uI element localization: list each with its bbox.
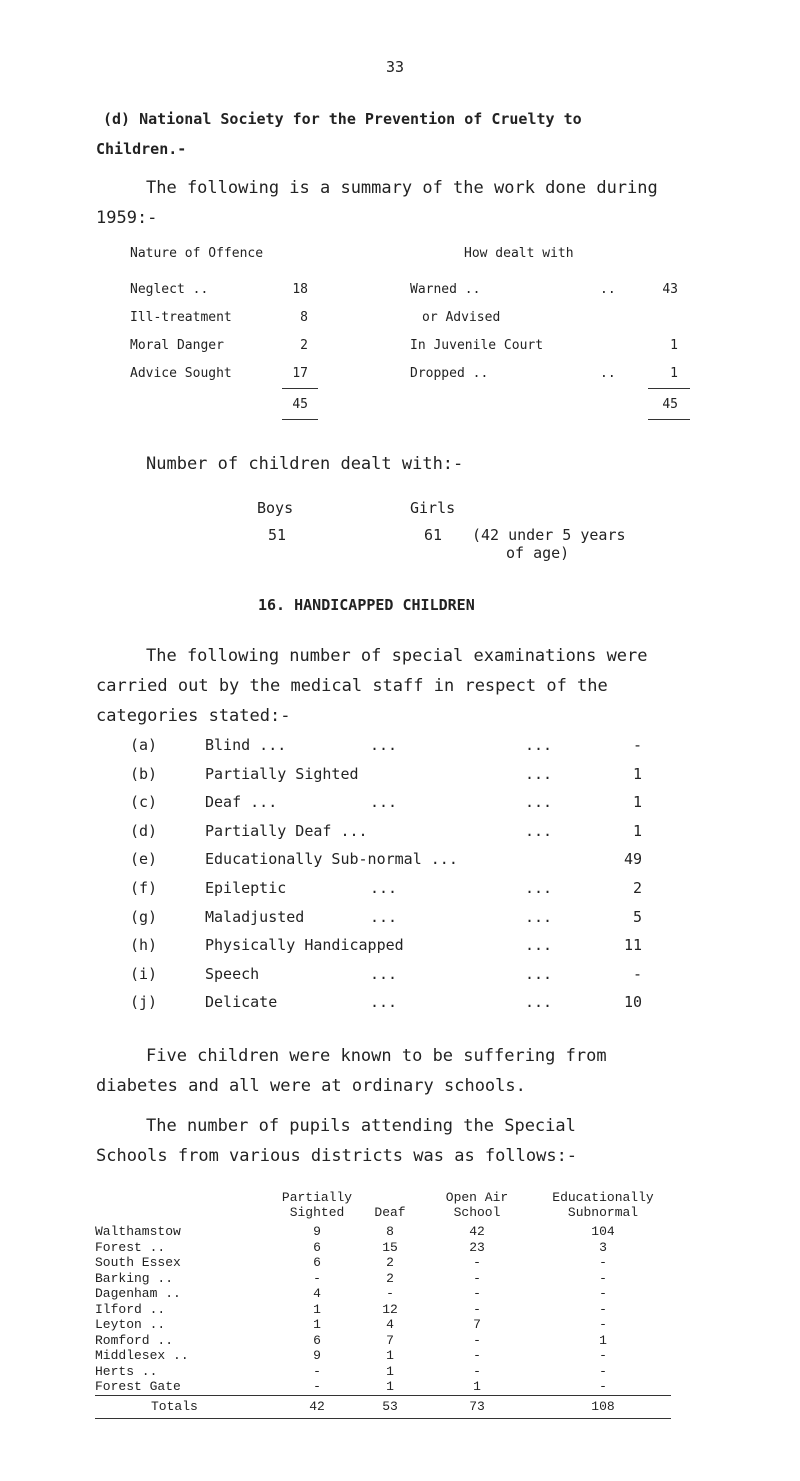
category-value: 1 bbox=[632, 764, 642, 783]
table-cell: 7 bbox=[386, 1332, 394, 1348]
table-cell: - bbox=[473, 1255, 481, 1270]
table-cell: 6 bbox=[313, 1332, 321, 1348]
category-value: 49 bbox=[623, 850, 642, 869]
nspcc-heading-line1: (d) National Society for the Prevention of Cruelty to bbox=[103, 110, 582, 128]
dealt-dots: .. bbox=[600, 366, 616, 381]
table-row bbox=[95, 1302, 671, 1318]
category-dots: ... bbox=[370, 907, 398, 926]
dealt-value: 1 bbox=[670, 366, 678, 381]
table-cell: - bbox=[599, 1317, 607, 1332]
table-header-district bbox=[95, 1190, 273, 1224]
dealt-label: Warned .. bbox=[410, 282, 481, 297]
children-count-label: Number of children dealt with:- bbox=[146, 454, 464, 474]
category-label: Partially Sighted bbox=[205, 764, 359, 783]
nspcc-intro-line2: 1959:- bbox=[96, 208, 158, 228]
category-letter: (b) bbox=[130, 764, 158, 783]
table-row bbox=[95, 1255, 671, 1271]
offence-value: 17 bbox=[292, 366, 308, 381]
category-dots: ... bbox=[525, 993, 553, 1012]
table-cell: 2 bbox=[386, 1255, 394, 1270]
district-name: Dagenham .. bbox=[95, 1286, 181, 1301]
handicapped-intro-line1: The following number of special examinations were bbox=[146, 646, 648, 666]
category-value: 5 bbox=[632, 907, 642, 926]
district-name: Herts .. bbox=[95, 1363, 158, 1379]
table-cell: 1 bbox=[599, 1332, 607, 1348]
dealt-label: Dropped .. bbox=[410, 366, 489, 381]
table-cell: 6 bbox=[313, 1239, 321, 1255]
dealt-sum-rule bbox=[648, 388, 690, 389]
table-cell: - bbox=[599, 1348, 607, 1363]
totals-cell: 53 bbox=[361, 1395, 419, 1418]
table-cell: - bbox=[313, 1363, 321, 1379]
category-dots: ... bbox=[370, 964, 398, 983]
table-cell: - bbox=[599, 1301, 607, 1317]
category-letter: (f) bbox=[130, 879, 158, 897]
category-value: 11 bbox=[623, 936, 642, 955]
table-cell: - bbox=[386, 1286, 394, 1301]
table-header-educationally-subnormal: Educationally Subnormal bbox=[552, 1190, 654, 1220]
table-cell: 7 bbox=[473, 1317, 481, 1332]
district-name: South Essex bbox=[95, 1255, 181, 1270]
offence-value: 8 bbox=[300, 310, 308, 325]
handicapped-intro-line2: carried out by the medical staff in respect of the bbox=[96, 676, 608, 696]
district-name: Forest Gate bbox=[95, 1379, 181, 1394]
category-label: Maladjusted bbox=[205, 907, 305, 926]
category-dots: ... bbox=[370, 793, 398, 812]
offence-value: 18 bbox=[292, 282, 308, 297]
girls-note-line2: of age) bbox=[506, 544, 570, 562]
category-dots: ... bbox=[525, 964, 553, 983]
category-dots: ... bbox=[525, 879, 553, 897]
table-row bbox=[95, 1317, 671, 1333]
page-number: 33 bbox=[386, 58, 405, 76]
special-schools-line1: The number of pupils attending the Special bbox=[146, 1116, 576, 1136]
table-cell: 9 bbox=[313, 1348, 321, 1363]
table-header-row bbox=[95, 1190, 671, 1224]
table-cell: 6 bbox=[313, 1255, 321, 1270]
districts-table bbox=[95, 1190, 671, 1419]
district-name: Forest .. bbox=[95, 1239, 166, 1255]
category-value: - bbox=[632, 736, 642, 754]
category-label: Physically Handicapped bbox=[205, 936, 404, 955]
girls-note-line1: (42 under 5 years bbox=[472, 526, 626, 544]
boys-label: Boys bbox=[257, 499, 294, 517]
table-cell: 9 bbox=[313, 1224, 321, 1239]
district-name: Walthamstow bbox=[95, 1224, 181, 1239]
category-letter: (d) bbox=[130, 821, 158, 840]
category-letter: (e) bbox=[130, 850, 158, 869]
offence-label: Ill-treatment bbox=[130, 310, 232, 325]
category-dots: ... bbox=[525, 736, 553, 754]
special-schools-line2: Schools from various districts was as follows:- bbox=[96, 1146, 578, 1166]
offence-label: Advice Sought bbox=[130, 366, 232, 381]
table-header-partially-sighted: Partially Sighted bbox=[281, 1190, 353, 1220]
dealt-label: or Advised bbox=[422, 310, 501, 325]
table-cell: 1 bbox=[313, 1301, 321, 1317]
girls-label: Girls bbox=[410, 499, 456, 517]
category-value: 2 bbox=[632, 879, 642, 897]
category-dots: ... bbox=[370, 879, 398, 897]
offence-value: 2 bbox=[300, 338, 308, 353]
category-letter: (g) bbox=[130, 907, 158, 926]
category-label: Partially Deaf ... bbox=[205, 821, 368, 840]
totals-cell: 42 bbox=[273, 1395, 361, 1418]
diabetes-line2: diabetes and all were at ordinary schools. bbox=[96, 1076, 526, 1096]
category-dots: ... bbox=[525, 821, 553, 840]
handicapped-intro-line3: categories stated:- bbox=[96, 706, 291, 726]
table-cell: 104 bbox=[591, 1224, 615, 1239]
offence-total: 45 bbox=[292, 397, 308, 412]
table-row bbox=[95, 1364, 671, 1380]
table-row bbox=[95, 1348, 671, 1364]
girls-value: 61 bbox=[424, 526, 443, 544]
totals-row bbox=[95, 1395, 671, 1418]
table-cell: 12 bbox=[382, 1301, 398, 1317]
table-cell: - bbox=[473, 1286, 481, 1301]
category-letter: (i) bbox=[130, 964, 158, 983]
category-value: 10 bbox=[623, 993, 642, 1012]
district-name: Romford .. bbox=[95, 1332, 174, 1348]
table-cell: - bbox=[599, 1363, 607, 1379]
category-letter: (h) bbox=[130, 936, 158, 955]
offence-column-header: Nature of Offence bbox=[130, 246, 264, 261]
table-row bbox=[95, 1286, 671, 1302]
totals-label: Totals bbox=[95, 1395, 273, 1418]
table-cell: - bbox=[599, 1270, 607, 1286]
table-cell: - bbox=[473, 1348, 481, 1363]
table-cell: - bbox=[599, 1255, 607, 1270]
category-dots: ... bbox=[370, 736, 398, 754]
table-cell: 1 bbox=[473, 1379, 481, 1394]
table-cell: - bbox=[599, 1379, 607, 1394]
section-heading: 16. HANDICAPPED CHILDREN bbox=[258, 596, 475, 614]
table-cell: - bbox=[313, 1379, 321, 1394]
table-cell: - bbox=[473, 1332, 481, 1348]
category-value: - bbox=[632, 964, 642, 983]
category-label: Speech bbox=[205, 964, 260, 983]
table-cell: - bbox=[599, 1286, 607, 1301]
category-value: 1 bbox=[632, 793, 642, 812]
table-row bbox=[95, 1240, 671, 1256]
table-cell: 42 bbox=[469, 1224, 485, 1239]
category-dots: ... bbox=[525, 764, 553, 783]
table-cell: - bbox=[473, 1363, 481, 1379]
district-name: Middlesex .. bbox=[95, 1348, 189, 1363]
table-header-open-air: Open Air School bbox=[445, 1190, 509, 1220]
table-row bbox=[95, 1379, 671, 1395]
category-label: Deaf ... bbox=[205, 793, 278, 812]
category-letter: (c) bbox=[130, 793, 158, 812]
category-dots: ... bbox=[525, 907, 553, 926]
table-cell: 4 bbox=[313, 1286, 321, 1301]
table-header-deaf: Deaf bbox=[374, 1205, 406, 1220]
offence-label: Moral Danger bbox=[130, 338, 224, 353]
district-name: Leyton .. bbox=[95, 1317, 166, 1332]
category-letter: (a) bbox=[130, 736, 158, 754]
category-letter: (j) bbox=[130, 993, 158, 1012]
dealt-column-header: How dealt with bbox=[464, 246, 574, 261]
table-cell: - bbox=[473, 1301, 481, 1317]
dealt-value: 1 bbox=[670, 338, 678, 353]
table-cell: 15 bbox=[382, 1239, 398, 1255]
dealt-total: 45 bbox=[662, 397, 678, 412]
dealt-dots: .. bbox=[600, 282, 616, 297]
totals-cell: 73 bbox=[419, 1395, 535, 1418]
table-cell: - bbox=[313, 1270, 321, 1286]
category-dots: ... bbox=[370, 993, 398, 1012]
district-name: Ilford .. bbox=[95, 1301, 166, 1317]
offence-label: Neglect .. bbox=[130, 282, 209, 297]
table-cell: 23 bbox=[469, 1239, 485, 1255]
boys-value: 51 bbox=[268, 526, 287, 544]
category-dots: ... bbox=[525, 936, 553, 955]
category-label: Delicate bbox=[205, 993, 278, 1012]
table-row bbox=[95, 1333, 671, 1349]
dealt-value: 43 bbox=[662, 282, 678, 297]
table-cell: 2 bbox=[386, 1270, 394, 1286]
table-cell: 8 bbox=[386, 1224, 394, 1239]
nspcc-heading-line2: Children.- bbox=[96, 140, 187, 158]
diabetes-line1: Five children were known to be suffering from bbox=[146, 1046, 607, 1066]
table-cell: 1 bbox=[313, 1317, 321, 1332]
table-row bbox=[95, 1224, 671, 1240]
category-label: Epileptic bbox=[205, 879, 287, 897]
table-cell: 4 bbox=[386, 1317, 394, 1332]
offence-sum-rule bbox=[282, 388, 318, 389]
category-dots: ... bbox=[525, 793, 553, 812]
district-name: Barking .. bbox=[95, 1270, 174, 1286]
dealt-total-rule bbox=[648, 419, 690, 420]
table-cell: 1 bbox=[386, 1348, 394, 1363]
table-cell: - bbox=[473, 1270, 481, 1286]
category-value: 1 bbox=[632, 821, 642, 840]
table-cell: 3 bbox=[599, 1239, 607, 1255]
table-cell: 1 bbox=[386, 1379, 394, 1394]
category-label: Blind ... bbox=[205, 736, 287, 754]
dealt-label: In Juvenile Court bbox=[410, 338, 544, 353]
nspcc-intro-line1: The following is a summary of the work done during bbox=[146, 178, 658, 198]
table-row bbox=[95, 1271, 671, 1287]
totals-cell: 108 bbox=[535, 1395, 671, 1418]
table-cell: 1 bbox=[386, 1363, 394, 1379]
category-label: Educationally Sub-normal ... bbox=[205, 850, 458, 869]
offence-total-rule bbox=[282, 419, 318, 420]
